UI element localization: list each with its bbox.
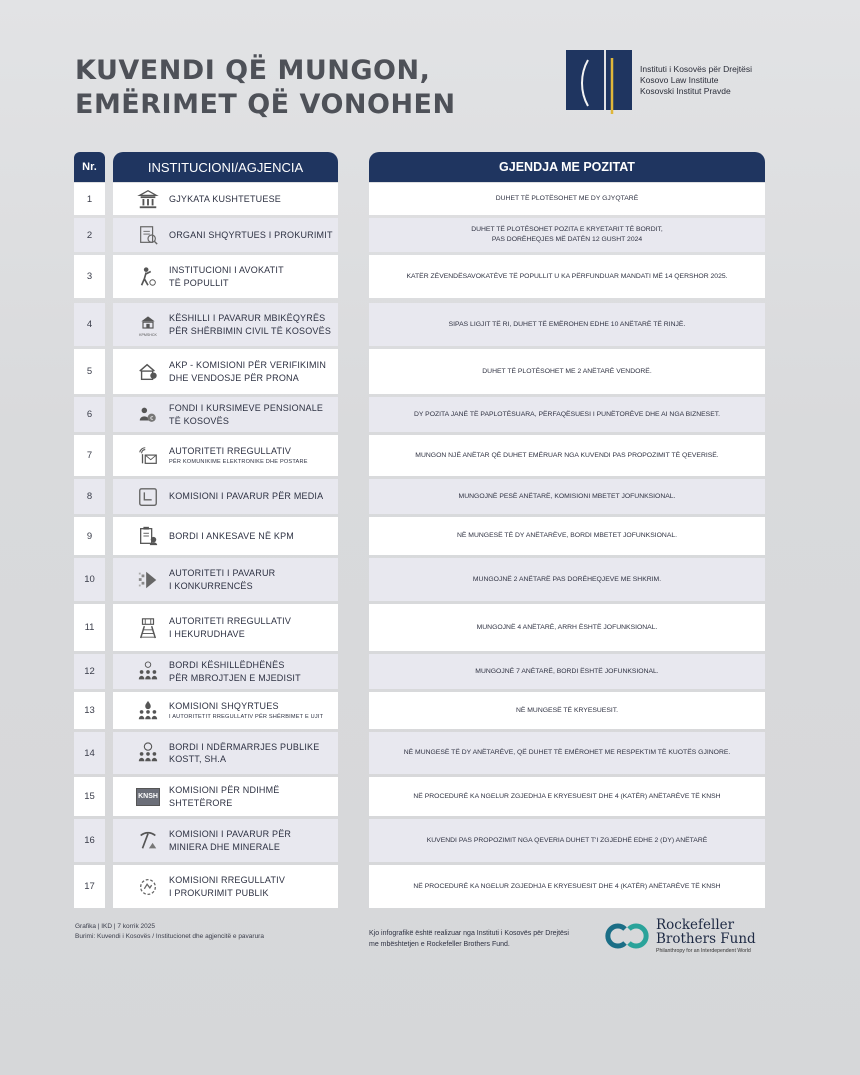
position-status: NË PROCEDURË KA NGELUR ZGJEDHJA E KRYESUESIT DHE 4 (KATËR) ANËTARËVE TË KNSH xyxy=(369,777,765,816)
position-status: SIPAS LIGJIT TË RI, DUHET TË EMËROHEN EDHE 10 ANËTARË TË RINJË. xyxy=(369,303,765,346)
institution-name: GJYKATA KUSHTETUESE xyxy=(169,193,281,204)
rbf-mark-icon xyxy=(604,921,650,951)
kli-name-sq: Instituti i Kosovës për Drejtësi xyxy=(640,64,752,74)
row-number: 10 xyxy=(74,558,105,601)
row-number: 14 xyxy=(74,732,105,774)
row-number: 12 xyxy=(74,654,105,689)
table-row xyxy=(0,691,860,729)
position-status: DUHET TË PLOTËSOHET ME DY GJYQTARË xyxy=(369,183,765,215)
position-status: NË MUNGESË TË DY ANËTARËVE, BORDI MBETET JOFUNKSIONAL. xyxy=(369,517,765,555)
table-row xyxy=(0,348,860,394)
table-row xyxy=(0,818,860,862)
institution-cell xyxy=(113,255,338,298)
position-status: NË MUNGESË TË KRYESUESIT. xyxy=(369,692,765,729)
institution-name: BORDI I ANKESAVE NË KPM xyxy=(169,530,294,541)
row-number: 8 xyxy=(74,479,105,514)
table-row xyxy=(0,603,860,651)
position-status: MUNGOJNË 7 ANËTARË, BORDI ËSHTË JOFUNKSIONAL. xyxy=(369,654,765,689)
institution-cell xyxy=(113,183,338,215)
rbf-tagline: Philanthropy for an Interdependent World xyxy=(656,948,751,954)
header-institution: INSTITUCIONI/AGJENCIA xyxy=(113,152,338,182)
appeals-clipboard-icon xyxy=(136,524,160,548)
institution-name: KOMISIONI SHQYRTUES xyxy=(169,701,279,712)
rbf-logo xyxy=(604,918,756,954)
table-row xyxy=(0,254,860,298)
knsh-label: KNSH xyxy=(136,788,160,806)
row-number: 1 xyxy=(74,183,105,215)
table-row xyxy=(0,731,860,774)
institution-cell xyxy=(113,558,338,601)
table-row xyxy=(0,182,860,215)
position-status: KATËR ZËVENDËSAVOKATËVE TË POPULLIT U KA PËRFUNDUAR MANDATI MË 14 QERSHOR 2025. xyxy=(369,255,765,298)
institution-cell xyxy=(113,397,338,432)
row-number: 3 xyxy=(74,255,105,298)
institution-name: AUTORITETI RREGULLATIV I HEKURUDHAVE xyxy=(169,616,292,639)
rbf-name-line-1: Rockefeller xyxy=(656,917,735,933)
footer-source: Burimi: Kuvendi i Kosovës / Institucionet dhe agjencitë e pavarura xyxy=(75,933,264,940)
environment-board-icon xyxy=(136,660,160,684)
table-row xyxy=(0,217,860,252)
institution-cell xyxy=(113,517,338,555)
procurement-document-icon xyxy=(136,223,160,247)
kli-name-sr: Kosovski Institut Pravde xyxy=(640,86,731,96)
row-number: 16 xyxy=(74,819,105,862)
kli-name-en: Kosovo Law Institute xyxy=(640,75,719,85)
row-number: 17 xyxy=(74,865,105,908)
institution-cell xyxy=(113,303,338,346)
competition-arrow-icon xyxy=(136,568,160,592)
telecom-mail-icon xyxy=(136,444,160,468)
institution-cell xyxy=(113,777,338,816)
title-line-1: KUVENDI QË MUNGON, xyxy=(75,55,431,86)
institution-name: FONDI I KURSIMEVE PENSIONALE TË KOSOVËS xyxy=(169,403,324,426)
institution-name: BORDI I NDËRMARRJES PUBLIKE KOSTT, SH.A xyxy=(169,741,320,764)
position-status: DUHET TË PLOTËSOHET ME 2 ANËTARË VENDORË. xyxy=(369,349,765,394)
table-row xyxy=(0,864,860,908)
civil-service-council-icon xyxy=(136,313,160,337)
mining-pickaxe-icon xyxy=(136,829,160,853)
institution-cell xyxy=(113,732,338,774)
media-frame-icon xyxy=(136,485,160,509)
institution-name: AKP - KOMISIONI PËR VERIFIKIMIN DHE VENDOSJE PËR PRONA xyxy=(169,360,327,383)
position-status: DY POZITA JANË TË PAPLOTËSUARA, PËRFAQËSUESI I PUNËTORËVE DHE AI NGA BIZNESET. xyxy=(369,397,765,432)
table-row xyxy=(0,776,860,816)
row-number: 7 xyxy=(74,435,105,476)
institution-cell xyxy=(113,435,338,476)
ombudsperson-figure-icon xyxy=(136,265,160,289)
institution-subtitle: PËR KOMUNIKIME ELEKTRONIKE DHE POSTARE xyxy=(169,458,308,465)
institution-name: KËSHILLI I PAVARUR MBIKËQYRËS PËR SHËRBIMIN CIVIL TË KOSOVËS xyxy=(169,313,332,336)
institution-name: KOMISIONI I PAVARUR PËR MINIERA DHE MINERALE xyxy=(169,829,292,852)
row-number: 9 xyxy=(74,517,105,555)
institution-cell xyxy=(113,654,338,689)
institution-name: ORGANI SHQYRTUES I PROKURIMIT xyxy=(169,229,333,240)
row-number: 5 xyxy=(74,349,105,394)
institution-name: INSTITUCIONI I AVOKATIT TË POPULLIT xyxy=(169,265,284,288)
institution-cell xyxy=(113,819,338,862)
institution-name: AUTORITETI RREGULLATIV xyxy=(169,446,292,457)
row-number: 11 xyxy=(74,604,105,651)
table-row xyxy=(0,396,860,432)
institution-cell xyxy=(113,218,338,252)
header-positions: GJENDJA ME POZITAT xyxy=(369,152,765,182)
institution-name: KOMISIONI I PAVARUR PËR MEDIA xyxy=(169,491,324,502)
footer-note-line-2: me mbështetjen e Rockefeller Brothers Fund. xyxy=(369,940,510,948)
institution-cell xyxy=(113,692,338,729)
procurement-regulatory-icon xyxy=(136,875,160,899)
institution-name: KOMISIONI PËR NDIHMË SHTETËRORE xyxy=(169,785,280,808)
footer-credits xyxy=(75,922,264,942)
railway-track-icon xyxy=(136,616,160,640)
position-status: NË MUNGESË TË DY ANËTARËVE, QË DUHET TË EMËROHET ME RESPEKTIM TË KUOTËS GJINORE. xyxy=(369,732,765,774)
institution-name: AUTORITETI I PAVARUR I KONKURRENCËS xyxy=(169,568,276,591)
footer-note xyxy=(369,929,569,950)
institution-cell xyxy=(113,865,338,908)
table-row xyxy=(0,557,860,601)
kli-logo-mark-icon xyxy=(566,50,632,114)
pension-savings-icon xyxy=(136,403,160,427)
svg-text:€: € xyxy=(150,415,154,422)
institution-subtitle: I AUTORITETIT RREGULLATIV PËR SHËRBIMET E UJIT xyxy=(169,713,324,720)
row-number: 2 xyxy=(74,218,105,252)
institution-cell xyxy=(113,479,338,514)
page-title xyxy=(75,54,456,122)
position-status: MUNGON NJË ANËTAR QË DUHET EMËRUAR NGA KUVENDI PAS PROPOZIMIT TË QEVERISË. xyxy=(369,435,765,476)
row-number: 6 xyxy=(74,397,105,432)
position-status: DUHET TË PLOTËSOHET POZITA E KRYETARIT TË BORDIT, PAS DORËHEQJES MË DATËN 12 GUSHT 2024 xyxy=(369,218,765,252)
title-line-2: EMËRIMET QË VONOHEN xyxy=(75,89,456,120)
footer-note-line-1: Kjo infografikë është realizuar nga Instituti i Kosovës për Drejtësi xyxy=(369,930,569,937)
kli-logo xyxy=(566,50,752,114)
institution-cell xyxy=(113,604,338,651)
row-number: 15 xyxy=(74,777,105,816)
knsh-logo-icon xyxy=(136,785,160,809)
kpmshck-label: KPMSHCK xyxy=(139,332,157,337)
table-row xyxy=(0,516,860,555)
water-board-icon xyxy=(136,699,160,723)
rbf-name-line-2: Brothers Fund xyxy=(656,931,756,947)
court-building-icon xyxy=(136,187,160,211)
row-number: 13 xyxy=(74,692,105,729)
table-row xyxy=(0,302,860,346)
row-number: 4 xyxy=(74,303,105,346)
table-row xyxy=(0,653,860,689)
public-board-icon xyxy=(136,741,160,765)
position-status: NË PROCEDURË KA NGELUR ZGJEDHJA E KRYESUESIT DHE 4 (KATËR) ANËTARËVE TË KNSH xyxy=(369,865,765,908)
property-house-icon xyxy=(136,360,160,384)
position-status: MUNGOJNË 2 ANËTARË PAS DORËHEQJEVE ME SHKRIM. xyxy=(369,558,765,601)
institution-cell xyxy=(113,349,338,394)
table-row xyxy=(0,434,860,476)
institution-name: KOMISIONI RREGULLATIV I PROKURIMIT PUBLIK xyxy=(169,875,286,898)
header-nr: Nr. xyxy=(74,152,105,182)
table-row xyxy=(0,478,860,514)
institution-name: BORDI KËSHILLËDHËNËS PËR MBROJTJEN E MJEDISIT xyxy=(169,660,301,683)
position-status: MUNGOJNË 4 ANËTARË, ARRH ËSHTË JOFUNKSIONAL. xyxy=(369,604,765,651)
footer-credit: Grafika | IKD | 7 korrik 2025 xyxy=(75,923,155,930)
position-status: MUNGOJNË PESË ANËTARË, KOMISIONI MBETET JOFUNKSIONAL. xyxy=(369,479,765,514)
position-status: KUVENDI PAS PROPOZIMIT NGA QEVERIA DUHET T'I ZGJEDHË EDHE 2 (DY) ANËTARË xyxy=(369,819,765,862)
